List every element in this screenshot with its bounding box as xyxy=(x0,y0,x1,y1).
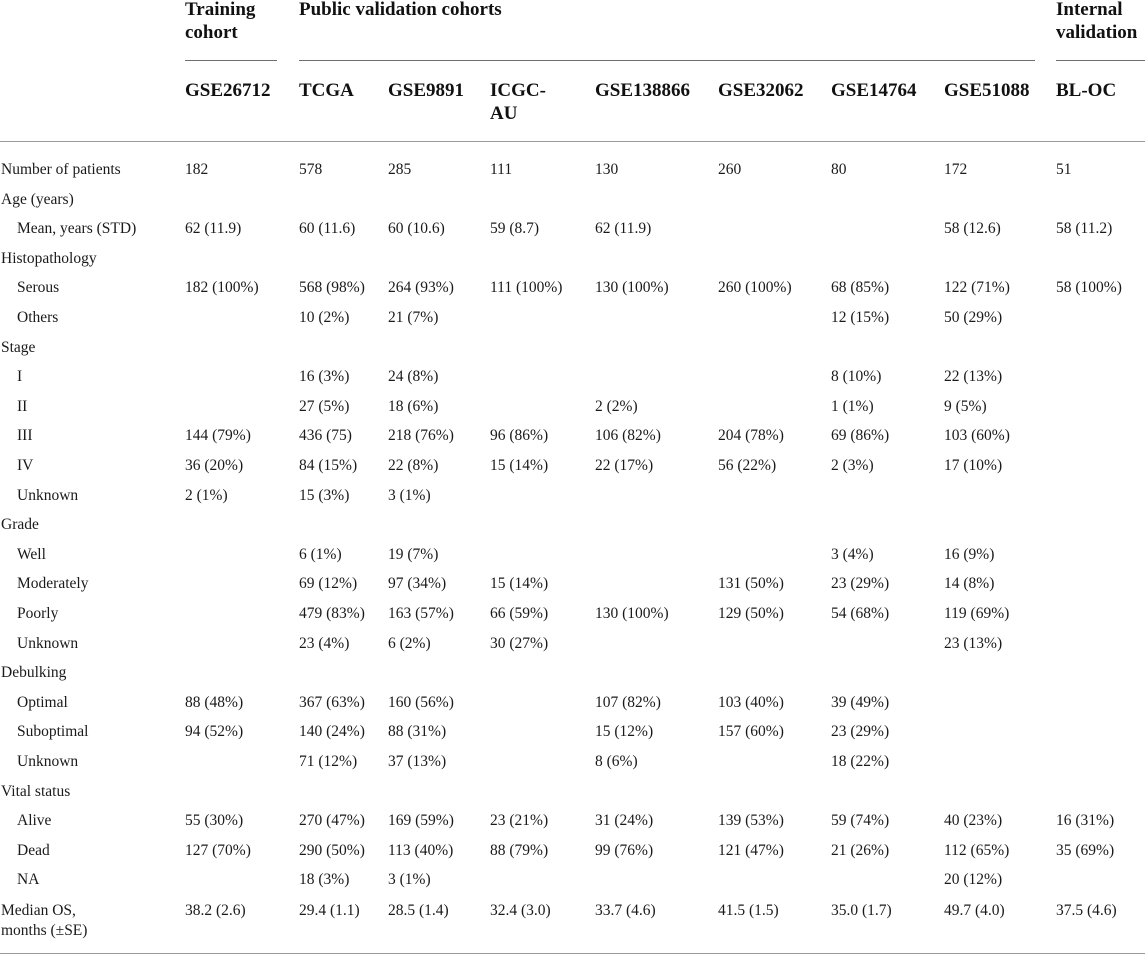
table-cell: 37 (13%) xyxy=(388,753,447,770)
table-row xyxy=(0,693,1145,723)
row-label: Mean, years (STD) xyxy=(17,220,137,237)
table-cell: 103 (60%) xyxy=(944,427,1010,444)
table-cell: 144 (79%) xyxy=(185,427,251,444)
table-cell: 35.0 (1.7) xyxy=(831,902,892,919)
table-cell: 111 (100%) xyxy=(490,279,563,296)
row-label: Well xyxy=(17,546,46,563)
table-row xyxy=(0,811,1145,841)
table-cell: 17 (10%) xyxy=(944,457,1003,474)
table-cell: 204 (78%) xyxy=(718,427,784,444)
group-rule-internal xyxy=(1056,60,1145,61)
table-cell: 39 (49%) xyxy=(831,694,890,711)
row-label: Alive xyxy=(17,812,52,829)
table-row xyxy=(0,426,1145,456)
table-cell: 35 (69%) xyxy=(1056,842,1115,859)
table-cell: 10 (2%) xyxy=(299,309,350,326)
table-cell: 15 (12%) xyxy=(595,723,654,740)
table-cell: 15 (3%) xyxy=(299,487,350,504)
group-header-internal-line1: Internal xyxy=(1056,0,1123,20)
table-cell: 18 (3%) xyxy=(299,871,350,888)
table-cell: 127 (70%) xyxy=(185,842,251,859)
col-header-gse9891: GSE9891 xyxy=(388,80,465,101)
table-row xyxy=(0,278,1145,308)
table-row xyxy=(0,722,1145,752)
table-cell: 2 (1%) xyxy=(185,487,228,504)
header-bottom-rule xyxy=(0,141,1145,142)
table-cell: 60 (11.6) xyxy=(299,220,356,237)
row-label: Unknown xyxy=(17,487,79,504)
table-cell: 9 (5%) xyxy=(944,398,987,415)
table-cell: 37.5 (4.6) xyxy=(1056,902,1117,919)
table-cell: 182 xyxy=(185,161,209,178)
row-label: Unknown xyxy=(17,753,79,770)
table-cell: 88 (48%) xyxy=(185,694,244,711)
table-cell: 18 (22%) xyxy=(831,753,890,770)
table-row xyxy=(0,870,1145,900)
table-cell: 103 (40%) xyxy=(718,694,784,711)
table-row xyxy=(0,574,1145,604)
table-cell: 16 (3%) xyxy=(299,368,350,385)
table-cell: 50 (29%) xyxy=(944,309,1003,326)
group-header-public: Public validation cohorts xyxy=(299,0,502,20)
table-cell: 479 (83%) xyxy=(299,605,365,622)
table-cell: 121 (47%) xyxy=(718,842,784,859)
row-label: Serous xyxy=(17,279,60,296)
table-row xyxy=(0,486,1145,516)
table-cell: 1 (1%) xyxy=(831,398,874,415)
table-cell: 6 (2%) xyxy=(388,635,431,652)
table-cell: 28.5 (1.4) xyxy=(388,902,449,919)
row-label: Suboptimal xyxy=(17,723,89,740)
row-label: Number of patients xyxy=(1,161,121,178)
table-cell: 54 (68%) xyxy=(831,605,890,622)
table-cell: 14 (8%) xyxy=(944,575,995,592)
row-label: Moderately xyxy=(17,575,89,592)
row-label: Grade xyxy=(1,516,39,533)
table-cell: 172 xyxy=(944,161,968,178)
group-header-internal-line2: validation xyxy=(1056,22,1138,43)
table-cell: 88 (31%) xyxy=(388,723,447,740)
row-label: Others xyxy=(17,309,59,326)
table-cell: 18 (6%) xyxy=(388,398,439,415)
table-cell: 130 xyxy=(595,161,619,178)
table-cell: 23 (29%) xyxy=(831,723,890,740)
table-cell: 32.4 (3.0) xyxy=(490,902,551,919)
row-label-line2: months (±SE) xyxy=(1,922,88,939)
table-cell: 130 (100%) xyxy=(595,279,669,296)
table-row xyxy=(0,397,1145,427)
table-cell: 38.2 (2.6) xyxy=(185,902,246,919)
row-label: III xyxy=(17,427,33,444)
col-header-bl-oc: BL-OC xyxy=(1056,80,1117,101)
row-label: Poorly xyxy=(17,605,59,622)
table-cell: 260 (100%) xyxy=(718,279,792,296)
table-cell: 94 (52%) xyxy=(185,723,244,740)
group-rule-training xyxy=(185,60,277,61)
table-cell: 80 xyxy=(831,161,847,178)
table-cell: 16 (31%) xyxy=(1056,812,1115,829)
table-cell: 113 (40%) xyxy=(388,842,454,859)
table-cell: 8 (10%) xyxy=(831,368,882,385)
group-header-internal xyxy=(1056,0,1137,44)
table-cell: 59 (74%) xyxy=(831,812,890,829)
table-cell: 59 (8.7) xyxy=(490,220,540,237)
row-label: Optimal xyxy=(17,694,68,711)
table-row xyxy=(0,782,1145,812)
col-header-icgc-line1: ICGC- xyxy=(490,80,546,101)
table-cell: 218 (76%) xyxy=(388,427,454,444)
table-cell: 49.7 (4.0) xyxy=(944,902,1005,919)
table-cell: 169 (59%) xyxy=(388,812,454,829)
table-cell: 88 (79%) xyxy=(490,842,549,859)
row-label: Dead xyxy=(17,842,50,859)
table-cell: 119 (69%) xyxy=(944,605,1010,622)
group-header-training-line2: cohort xyxy=(185,22,238,43)
table-cell: 15 (14%) xyxy=(490,457,549,474)
table-cell: 20 (12%) xyxy=(944,871,1003,888)
table-cell: 58 (11.2) xyxy=(1056,220,1113,237)
table-cell: 51 xyxy=(1056,161,1072,178)
col-header-tcga: TCGA xyxy=(299,80,354,101)
table-cell: 3 (1%) xyxy=(388,871,431,888)
table-cell: 58 (12.6) xyxy=(944,220,1001,237)
table-cell: 182 (100%) xyxy=(185,279,259,296)
row-label: Stage xyxy=(1,339,36,356)
table-row xyxy=(0,456,1145,486)
row-label: Vital status xyxy=(1,783,71,800)
table-cell: 55 (30%) xyxy=(185,812,244,829)
table-row xyxy=(0,367,1145,397)
table-row xyxy=(0,663,1145,693)
group-rule-public xyxy=(299,60,1035,61)
table-cell: 2 (3%) xyxy=(831,457,874,474)
table-cell: 99 (76%) xyxy=(595,842,654,859)
table-cell: 21 (7%) xyxy=(388,309,439,326)
table-cell: 27 (5%) xyxy=(299,398,350,415)
table-cell: 69 (12%) xyxy=(299,575,358,592)
table-cell: 23 (4%) xyxy=(299,635,350,652)
group-header-training xyxy=(185,0,255,44)
table-cell: 290 (50%) xyxy=(299,842,365,859)
table-cell: 107 (82%) xyxy=(595,694,661,711)
table-cell: 111 xyxy=(490,161,513,178)
table-row xyxy=(0,604,1145,634)
table-row-median-os xyxy=(0,901,1145,945)
table-cell: 568 (98%) xyxy=(299,279,365,296)
table-row xyxy=(0,634,1145,664)
table-row xyxy=(0,190,1145,220)
table-cell: 3 (1%) xyxy=(388,487,431,504)
table-cell: 131 (50%) xyxy=(718,575,784,592)
table-cell: 60 (10.6) xyxy=(388,220,445,237)
row-label: I xyxy=(17,368,23,385)
table-cell: 160 (56%) xyxy=(388,694,454,711)
table-cell: 62 (11.9) xyxy=(595,220,652,237)
table-row xyxy=(0,752,1145,782)
table-cell: 23 (13%) xyxy=(944,635,1003,652)
table-cell: 30 (27%) xyxy=(490,635,549,652)
table-cell: 31 (24%) xyxy=(595,812,654,829)
table-row xyxy=(0,249,1145,279)
row-label: IV xyxy=(17,457,34,474)
table-cell: 22 (17%) xyxy=(595,457,654,474)
table-cell: 41.5 (1.5) xyxy=(718,902,779,919)
table-row xyxy=(0,219,1145,249)
table-cell: 157 (60%) xyxy=(718,723,784,740)
row-label-line1: Median OS, xyxy=(1,902,76,919)
table-cell: 436 (75) xyxy=(299,427,352,444)
table-cell: 129 (50%) xyxy=(718,605,784,622)
table-cell: 8 (6%) xyxy=(595,753,638,770)
table-cell: 21 (26%) xyxy=(831,842,890,859)
row-label: Debulking xyxy=(1,664,67,681)
col-header-gse51088: GSE51088 xyxy=(944,80,1030,101)
table-cell: 66 (59%) xyxy=(490,605,549,622)
table-cell: 15 (14%) xyxy=(490,575,549,592)
table-cell: 24 (8%) xyxy=(388,368,439,385)
table-cell: 68 (85%) xyxy=(831,279,890,296)
table-cell: 19 (7%) xyxy=(388,546,439,563)
table-cell: 96 (86%) xyxy=(490,427,549,444)
table-cell: 56 (22%) xyxy=(718,457,777,474)
col-header-icgc-line2: AU xyxy=(490,103,518,124)
table-cell: 3 (4%) xyxy=(831,546,874,563)
table-row xyxy=(0,338,1145,368)
table-cell: 12 (15%) xyxy=(831,309,890,326)
table-cell: 22 (8%) xyxy=(388,457,439,474)
table-cell: 106 (82%) xyxy=(595,427,661,444)
table-bottom-rule xyxy=(0,953,1145,954)
table-cell: 260 xyxy=(718,161,742,178)
table-cell: 69 (86%) xyxy=(831,427,890,444)
table-cell: 22 (13%) xyxy=(944,368,1003,385)
table-cell: 122 (71%) xyxy=(944,279,1010,296)
table-cell: 58 (100%) xyxy=(1056,279,1122,296)
table-row xyxy=(0,841,1145,871)
table-row xyxy=(0,160,1145,190)
table-cell: 270 (47%) xyxy=(299,812,365,829)
table-cell: 36 (20%) xyxy=(185,457,244,474)
col-header-gse138866: GSE138866 xyxy=(595,80,691,101)
group-header-training-line1: Training xyxy=(185,0,256,20)
row-label: II xyxy=(17,398,28,415)
col-header-gse26712: GSE26712 xyxy=(185,80,271,101)
table-row xyxy=(0,515,1145,545)
table-cell: 62 (11.9) xyxy=(185,220,242,237)
row-label xyxy=(1,901,87,941)
row-label: Histopathology xyxy=(1,250,97,267)
table-cell: 140 (24%) xyxy=(299,723,365,740)
table-cell: 84 (15%) xyxy=(299,457,358,474)
table-cell: 139 (53%) xyxy=(718,812,784,829)
table-cell: 112 (65%) xyxy=(944,842,1010,859)
table-row xyxy=(0,308,1145,338)
table-cell: 16 (9%) xyxy=(944,546,995,563)
table-cell: 33.7 (4.6) xyxy=(595,902,656,919)
table-cell: 23 (21%) xyxy=(490,812,549,829)
table-cell: 285 xyxy=(388,161,412,178)
row-label: Age (years) xyxy=(1,191,74,208)
table-cell: 23 (29%) xyxy=(831,575,890,592)
table-cell: 578 xyxy=(299,161,323,178)
table-cell: 40 (23%) xyxy=(944,812,1003,829)
col-header-gse14764: GSE14764 xyxy=(831,80,917,101)
col-header-icgc-au xyxy=(490,79,546,125)
row-label: NA xyxy=(17,871,40,888)
table-cell: 97 (34%) xyxy=(388,575,447,592)
table-cell: 71 (12%) xyxy=(299,753,358,770)
table-cell: 6 (1%) xyxy=(299,546,342,563)
row-label: Unknown xyxy=(17,635,79,652)
table-cell: 163 (57%) xyxy=(388,605,454,622)
table-cell: 2 (2%) xyxy=(595,398,638,415)
col-header-gse32062: GSE32062 xyxy=(718,80,804,101)
table-cell: 29.4 (1.1) xyxy=(299,902,360,919)
table-cell: 130 (100%) xyxy=(595,605,669,622)
table-row xyxy=(0,545,1145,575)
table-cell: 367 (63%) xyxy=(299,694,365,711)
table-cell: 264 (93%) xyxy=(388,279,454,296)
